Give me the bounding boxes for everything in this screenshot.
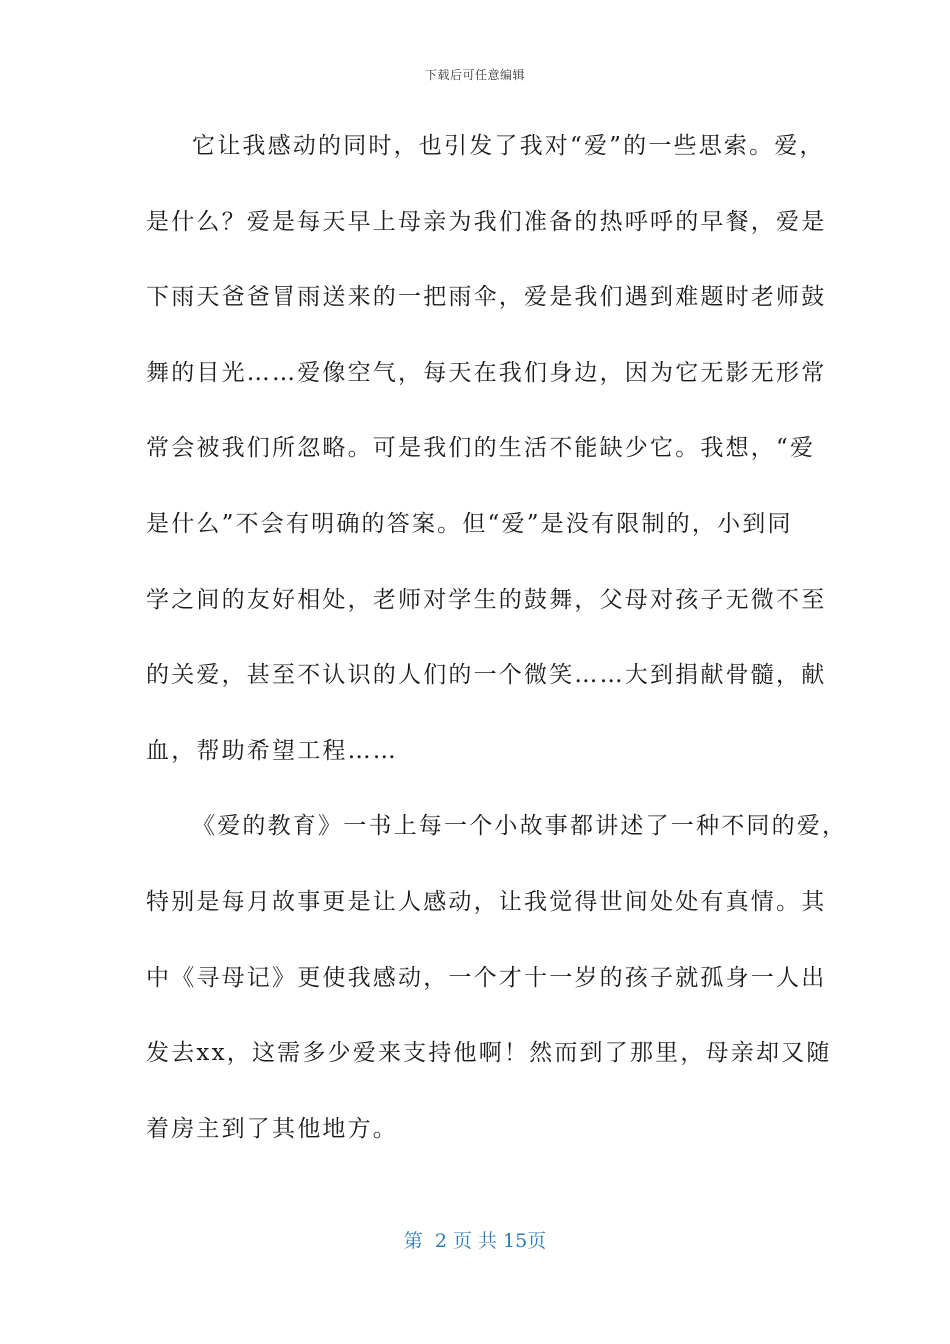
page-header: 下载后可任意编辑 [424,68,525,82]
paragraph-line: 《爱的教育》一书上每一个小故事都讲述了一种不同的爱， [192,813,848,840]
paragraph-line: 的关爱，甚至不认识的人们的一个微笑……大到捐献骨髓，献 [146,662,827,689]
paragraph-line: 血，帮助希望工程…… [146,737,398,764]
paragraph-line: 它让我感动的同时，也引发了我对“爱”的一些思索。爱， [192,133,825,159]
paragraph-line: 是什么？爱是每天早上母亲为我们准备的热呼呼的早餐，爱是 [146,208,827,235]
paragraph-line: 是什么”不会有明确的答案。但“爱”是没有限制的，小到同 [146,510,793,537]
paragraph-line: 学之间的友好相处，老师对学生的鼓舞，父母对孩子无微不至 [146,586,827,613]
paragraph-line: 舞的目光……爱像空气，每天在我们身边，因为它无影无形常 [146,359,827,386]
body-text [146,124,848,1182]
paragraph-line: 特别是每月故事更是让人感动，让我觉得世间处处有真情。其 [146,888,827,915]
paragraph-line: 着房主到了其他地方。 [146,1115,398,1142]
paragraph-line: 常会被我们所忽略。可是我们的生活不能缺少它。我想，“爱 [146,435,816,462]
paragraph-line: 发去xx，这需多少爱来支持他啊！然而到了那里，母亲却又随 [146,1040,832,1067]
page-number: 第 2 页 共 15页 [403,1230,547,1252]
paragraph-line: 下雨天爸爸冒雨送来的一把雨伞，爱是我们遇到难题时老师鼓 [146,284,827,311]
paragraph-line: 中《寻母记》更使我感动，一个才十一岁的孩子就孤身一人出 [146,964,827,991]
